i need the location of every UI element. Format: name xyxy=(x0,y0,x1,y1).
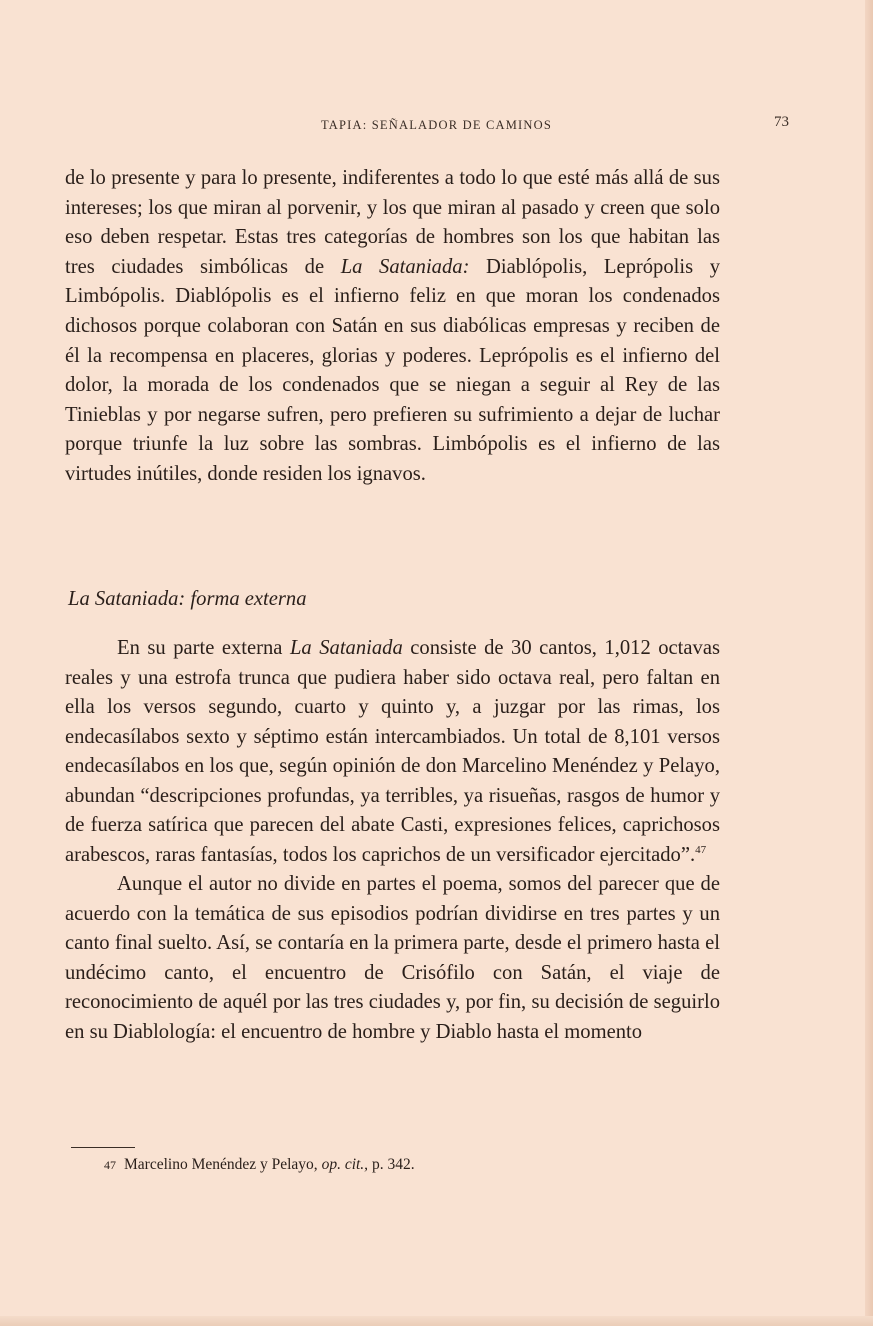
paragraph-text: En su parte externa xyxy=(117,637,290,659)
footnote-page: p. 342. xyxy=(371,1156,415,1173)
work-title: La Sataniada: xyxy=(340,255,470,278)
work-title: La Sataniada xyxy=(289,637,403,659)
page-bottom-shadow xyxy=(0,1316,873,1326)
paragraph xyxy=(65,164,720,490)
footnote xyxy=(104,1156,415,1174)
paragraph-text: consiste de 30 cantos, 1,012 octavas reales y una estrofa trunca que pudiera haber sido octava real, pero faltan en ella los versos segundo, cuarto y quinto y, a juzgar por las rimas, los endecasílabos sexto y séptimo están intercambiados. Un total de 8,101 versos endecasílabos en los que, según opinión de don Marcelino Menéndez y Pelayo, abundan “descripciones profundas, ya terribles, ya risueñas, rasgos de humor y de fuerza satírica que parecen del abate Casti, expresiones felices, caprichosos arabescos, raras fantasías, todos los caprichos de un versificador ejercitado”. xyxy=(65,637,720,866)
body-text-section-1 xyxy=(65,164,720,490)
body-text-section-2 xyxy=(65,634,720,1047)
footnote-number: 47 xyxy=(104,1158,116,1172)
page-edge-shadow xyxy=(865,0,873,1326)
footnote-author: Marcelino Menéndez y Pelayo, xyxy=(124,1156,318,1173)
paragraph: Aunque el autor no divide en partes el poema, somos del parecer que de acuerdo con la temática de sus episodios podrían dividirse en tres partes y un canto final suelto. Así, se contaría en la primera parte, desde el primero hasta el undécimo canto, el encuentro de Crisófilo con Satán, el viaje de reconocimiento de aquél por las tres ciudades y, por fin, su decisión de seguirlo en su Diablología: el encuentro de hombre y Diablo hasta el momento xyxy=(65,873,720,1043)
paragraph-text: Diablópolis, Leprópolis y Limbópolis. Diablópolis es el infierno feliz en que moran los condenados dichosos porque colaboran con Satán en sus diabólicas empresas y reciben de él la recompensa en placeres, glorias y poderes. Leprópolis es el infierno del dolor, la morada de los condenados que se niegan a seguir al Rey de las Tinieblas y por negarse sufren, pero prefieren su sufrimiento a dejar de luchar porque triunfe la luz sobre las sombras. Limbópolis es el infierno de las virtudes inútiles, donde residen los ignavos. xyxy=(65,255,720,485)
section-heading: La Sataniada: forma externa xyxy=(68,588,307,610)
footnote-marker[interactable]: 47 xyxy=(695,843,707,856)
footnote-divider xyxy=(71,1147,135,1148)
page-number: 73 xyxy=(774,114,789,130)
paragraph xyxy=(65,634,720,870)
footnote-ref: op. cit., xyxy=(321,1156,369,1173)
running-head: TAPIA: SEÑALADOR DE CAMINOS xyxy=(320,118,553,132)
paragraph-text: de lo presente y para lo presente, indiferentes a todo lo que esté más allá de sus intereses; los que miran al porvenir, y los que miran al pasado y creen que solo eso deben respetar. Estas tres categorías de hombres son los que habitan las tres ciudades simbólicas de xyxy=(65,167,720,278)
